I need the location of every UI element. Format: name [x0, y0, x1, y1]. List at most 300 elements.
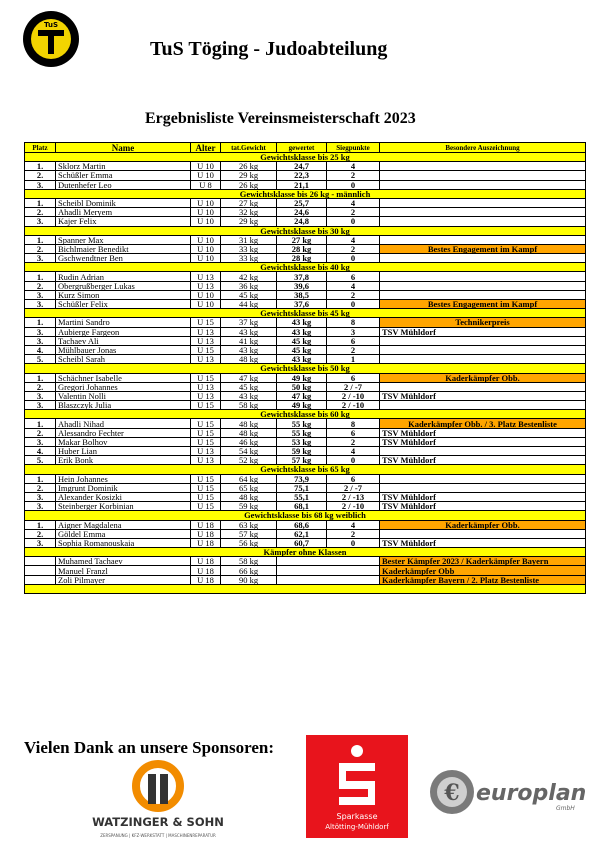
cell-place	[25, 557, 56, 566]
table-row	[25, 281, 586, 290]
cell-weight: 48 kg	[221, 419, 277, 428]
cell-name: Huber Lian	[56, 447, 191, 456]
table-header-row	[25, 143, 586, 153]
svg-text:€: €	[444, 780, 460, 806]
cell-points: 2	[327, 171, 380, 180]
table-row	[25, 566, 586, 575]
cell-age: U 15	[191, 345, 221, 354]
results-table	[24, 142, 586, 594]
table-row	[25, 382, 586, 391]
cell-place: 5.	[25, 456, 56, 465]
cell-weight: 27 kg	[221, 198, 277, 207]
cell-age: U 18	[191, 557, 221, 566]
cell-name: Steinberger Korbinian	[56, 502, 191, 511]
cell-age: U 18	[191, 529, 221, 538]
cell-points: 6	[327, 428, 380, 437]
cell-weight: 31 kg	[221, 235, 277, 244]
cell-award	[380, 254, 586, 263]
cell-age: U 8	[191, 180, 221, 189]
cell-points: 4	[327, 235, 380, 244]
cell-award: Bestes Engagement im Kampf	[380, 244, 586, 253]
cell-place: 1.	[25, 419, 56, 428]
section-title: Gewichtsklasse bis 30 kg	[25, 226, 586, 235]
cell-place: 2.	[25, 208, 56, 217]
cell-place: 2.	[25, 281, 56, 290]
cell-age: U 10	[191, 244, 221, 253]
cell-age: U 15	[191, 401, 221, 410]
section-header-row	[25, 263, 586, 272]
cell-award: Bester Kämpfer 2023 / Kaderkämpfer Bayern	[380, 557, 586, 566]
cell-rated: 37,8	[277, 272, 327, 281]
table-row	[25, 217, 586, 226]
cell-name: Erik Bonk	[56, 456, 191, 465]
sponsor-watzinger-name: WATZINGER & SOHN	[92, 815, 224, 829]
cell-rated: 55,1	[277, 492, 327, 501]
cell-name: Scheibl Dominik	[56, 198, 191, 207]
cell-points: 6	[327, 373, 380, 382]
cell-name: Aubierge Fargeon	[56, 327, 191, 336]
cell-age: U 15	[191, 502, 221, 511]
cell-place: 3.	[25, 502, 56, 511]
cell-award	[380, 198, 586, 207]
table-row	[25, 180, 586, 189]
cell-age: U 10	[191, 290, 221, 299]
cell-rated: 27 kg	[277, 235, 327, 244]
cell-place	[25, 575, 56, 584]
cell-age: U 10	[191, 300, 221, 309]
cell-rated: 57 kg	[277, 456, 327, 465]
table-row	[25, 318, 586, 327]
cell-age: U 13	[191, 382, 221, 391]
cell-points: 0	[327, 180, 380, 189]
cell-points: 2 / -10	[327, 401, 380, 410]
cell-name: Manuel Franzl	[56, 566, 191, 575]
table-row	[25, 428, 586, 437]
cell-place: 3.	[25, 336, 56, 345]
cell-points: 4	[327, 447, 380, 456]
cell-name: Blaszczyk Julia	[56, 401, 191, 410]
page-title: TuS Töging - Judoabteilung	[150, 38, 388, 60]
cell-rated: 38,5	[277, 290, 327, 299]
cell-points: 2 / -7	[327, 483, 380, 492]
table-row	[25, 327, 586, 336]
cell-points: 2	[327, 208, 380, 217]
cell-age: U 10	[191, 162, 221, 171]
tus-logo	[22, 10, 80, 68]
cell-weight: 36 kg	[221, 281, 277, 290]
cell-rated: 55 kg	[277, 428, 327, 437]
logo-text: TuS	[43, 21, 59, 29]
cell-rated	[277, 566, 380, 575]
cell-place: 3.	[25, 290, 56, 299]
cell-age: U 13	[191, 272, 221, 281]
cell-award	[380, 355, 586, 364]
sponsor-sparkasse-logo	[306, 735, 408, 838]
cell-weight: 65 kg	[221, 483, 277, 492]
cell-age: U 15	[191, 428, 221, 437]
cell-rated: 24,7	[277, 162, 327, 171]
cell-name: Spanner Max	[56, 235, 191, 244]
cell-weight: 45 kg	[221, 382, 277, 391]
cell-place: 3.	[25, 300, 56, 309]
cell-place: 2.	[25, 428, 56, 437]
cell-rated: 24,6	[277, 208, 327, 217]
cell-points: 4	[327, 162, 380, 171]
cell-age: U 10	[191, 254, 221, 263]
cell-age: U 10	[191, 171, 221, 180]
cell-place: 3.	[25, 217, 56, 226]
section-header-row	[25, 465, 586, 474]
cell-weight: 32 kg	[221, 208, 277, 217]
sponsor-watzinger-tagline: ZERSPANUNG | KFZ-WERKSTATT | MASCHINENREPARATUR	[100, 833, 216, 838]
cell-weight: 43 kg	[221, 345, 277, 354]
cell-weight: 43 kg	[221, 327, 277, 336]
section-title: Gewichtsklasse bis 65 kg	[25, 465, 586, 474]
cell-award: TSV Mühldorf	[380, 492, 586, 501]
cell-points: 0	[327, 538, 380, 547]
cell-weight: 46 kg	[221, 437, 277, 446]
section-title: Gewichtsklasse bis 68 kg weiblich	[25, 511, 586, 520]
cell-award	[380, 474, 586, 483]
cell-place: 1.	[25, 474, 56, 483]
table-row	[25, 373, 586, 382]
cell-rated: 50 kg	[277, 382, 327, 391]
cell-weight: 48 kg	[221, 492, 277, 501]
table-row	[25, 474, 586, 483]
cell-name: Valentin Nolli	[56, 391, 191, 400]
section-title: Kämpfer ohne Klassen	[25, 548, 586, 557]
cell-rated: 59 kg	[277, 447, 327, 456]
sponsor-sparkasse-line2: Altötting-Mühldorf	[325, 823, 389, 831]
cell-place: 5.	[25, 355, 56, 364]
cell-weight: 29 kg	[221, 171, 277, 180]
cell-age: U 10	[191, 217, 221, 226]
sponsors-title: Vielen Dank an unsere Sponsoren:	[24, 738, 275, 757]
cell-rated: 37,6	[277, 300, 327, 309]
cell-name: Muhamed Tachaev	[56, 557, 191, 566]
cell-rated: 68,1	[277, 502, 327, 511]
cell-award	[380, 272, 586, 281]
cell-award	[380, 208, 586, 217]
cell-points: 2	[327, 437, 380, 446]
cell-points: 2 / -13	[327, 492, 380, 501]
cell-age: U 15	[191, 318, 221, 327]
cell-age: U 13	[191, 391, 221, 400]
cell-award	[380, 171, 586, 180]
cell-award: TSV Mühldorf	[380, 391, 586, 400]
cell-age: U 13	[191, 281, 221, 290]
cell-rated: 28 kg	[277, 244, 327, 253]
cell-age: U 18	[191, 520, 221, 529]
cell-award: TSV Mühldorf	[380, 327, 586, 336]
cell-award: Bestes Engagement im Kampf	[380, 300, 586, 309]
cell-rated: 73,9	[277, 474, 327, 483]
cell-weight: 29 kg	[221, 217, 277, 226]
section-title: Gewichtsklasse bis 26 kg - männlich	[25, 189, 586, 198]
cell-name: Ahadli Meryem	[56, 208, 191, 217]
cell-points: 0	[327, 300, 380, 309]
col-header-place: Platz	[25, 143, 56, 153]
cell-weight: 42 kg	[221, 272, 277, 281]
cell-weight: 64 kg	[221, 474, 277, 483]
cell-name: Schächner Isabelle	[56, 373, 191, 382]
cell-age: U 15	[191, 492, 221, 501]
cell-rated: 75,1	[277, 483, 327, 492]
col-header-award: Besondere Auszeichnung	[380, 143, 586, 153]
cell-place: 1.	[25, 162, 56, 171]
cell-weight: 37 kg	[221, 318, 277, 327]
cell-name: Aigner Magdalena	[56, 520, 191, 529]
cell-place: 3.	[25, 180, 56, 189]
cell-place: 1.	[25, 318, 56, 327]
cell-award	[380, 180, 586, 189]
cell-weight: 33 kg	[221, 244, 277, 253]
cell-points: 2 / -10	[327, 502, 380, 511]
table-row	[25, 272, 586, 281]
cell-award	[380, 281, 586, 290]
cell-points: 6	[327, 336, 380, 345]
cell-rated: 45 kg	[277, 336, 327, 345]
cell-name: Hein Johannes	[56, 474, 191, 483]
section-header-row	[25, 364, 586, 373]
cell-name: Zoli Pilmayer	[56, 575, 191, 584]
cell-age: U 15	[191, 483, 221, 492]
table-row	[25, 557, 586, 566]
cell-rated: 62,1	[277, 529, 327, 538]
cell-points: 2 / -10	[327, 391, 380, 400]
cell-name: Obergrußberger Lukas	[56, 281, 191, 290]
cell-place: 1.	[25, 373, 56, 382]
sponsor-watzinger-logo	[85, 760, 231, 845]
cell-place: 3.	[25, 391, 56, 400]
section-header-row	[25, 226, 586, 235]
cell-place: 3.	[25, 538, 56, 547]
cell-points: 4	[327, 198, 380, 207]
cell-weight: 26 kg	[221, 162, 277, 171]
cell-place: 2.	[25, 171, 56, 180]
cell-place	[25, 566, 56, 575]
cell-place: 4.	[25, 345, 56, 354]
cell-award: Kaderkämpfer Bayern / 2. Platz Bestenliste	[380, 575, 586, 584]
cell-weight: 58 kg	[221, 557, 277, 566]
col-header-points: Siegpunkte	[327, 143, 380, 153]
cell-place: 4.	[25, 447, 56, 456]
cell-rated: 53 kg	[277, 437, 327, 446]
cell-rated: 39,6	[277, 281, 327, 290]
section-header-row	[25, 410, 586, 419]
cell-award: Kaderkämpfer Obb	[380, 566, 586, 575]
cell-points: 2	[327, 244, 380, 253]
cell-award: Kaderkämpfer Obb.	[380, 373, 586, 382]
cell-age: U 13	[191, 327, 221, 336]
table-row	[25, 419, 586, 428]
cell-place: 3.	[25, 327, 56, 336]
cell-award	[380, 217, 586, 226]
cell-rated: 55 kg	[277, 419, 327, 428]
cell-age: U 18	[191, 538, 221, 547]
cell-place: 3.	[25, 492, 56, 501]
cell-name: Göldel Emma	[56, 529, 191, 538]
col-header-weight: tat.Gewicht	[221, 143, 277, 153]
cell-rated: 22,3	[277, 171, 327, 180]
sponsor-europlan-suffix: GmbH	[556, 805, 575, 812]
cell-name: Alexander Kosizki	[56, 492, 191, 501]
cell-points: 2	[327, 290, 380, 299]
cell-rated: 68,6	[277, 520, 327, 529]
cell-place: 1.	[25, 235, 56, 244]
cell-name: Kurz Simon	[56, 290, 191, 299]
cell-name: Rudin Adrian	[56, 272, 191, 281]
cell-age: U 13	[191, 355, 221, 364]
cell-age: U 13	[191, 447, 221, 456]
cell-points: 3	[327, 327, 380, 336]
page-subtitle: Ergebnisliste Vereinsmeisterschaft 2023	[145, 110, 416, 127]
table-row	[25, 235, 586, 244]
table-footer-row	[25, 584, 586, 593]
cell-points: 4	[327, 520, 380, 529]
cell-age: U 15	[191, 373, 221, 382]
cell-weight: 59 kg	[221, 502, 277, 511]
cell-points: 6	[327, 474, 380, 483]
cell-name: Gregori Johannes	[56, 382, 191, 391]
cell-rated: 49 kg	[277, 401, 327, 410]
col-header-name: Name	[56, 143, 191, 153]
cell-place: 2.	[25, 244, 56, 253]
section-title: Gewichtsklasse bis 45 kg	[25, 309, 586, 318]
table-row	[25, 529, 586, 538]
cell-rated: 60,7	[277, 538, 327, 547]
sponsor-europlan-name: europlan	[476, 781, 587, 806]
sponsor-europlan-logo	[424, 762, 587, 820]
cell-points: 2	[327, 529, 380, 538]
cell-weight: 58 kg	[221, 401, 277, 410]
cell-age: U 15	[191, 474, 221, 483]
table-row	[25, 171, 586, 180]
cell-award: TSV Mühldorf	[380, 456, 586, 465]
cell-weight: 41 kg	[221, 336, 277, 345]
section-header-row	[25, 511, 586, 520]
cell-award	[380, 336, 586, 345]
cell-rated: 43 kg	[277, 355, 327, 364]
cell-age: U 13	[191, 336, 221, 345]
cell-place: 3.	[25, 254, 56, 263]
cell-points: 1	[327, 355, 380, 364]
cell-place: 2.	[25, 483, 56, 492]
cell-name: Kajer Felix	[56, 217, 191, 226]
cell-age: U 18	[191, 575, 221, 584]
table-footer	[25, 584, 586, 593]
cell-place: 2.	[25, 529, 56, 538]
cell-points: 0	[327, 254, 380, 263]
cell-rated: 43 kg	[277, 318, 327, 327]
cell-award: TSV Mühldorf	[380, 538, 586, 547]
col-header-age: Alter	[191, 143, 221, 153]
section-title: Gewichtsklasse bis 50 kg	[25, 364, 586, 373]
cell-name: Schüßler Emma	[56, 171, 191, 180]
cell-name: Gschwendtner Ben	[56, 254, 191, 263]
cell-weight: 90 kg	[221, 575, 277, 584]
cell-points: 8	[327, 419, 380, 428]
cell-rated	[277, 575, 380, 584]
cell-award	[380, 529, 586, 538]
cell-points: 0	[327, 456, 380, 465]
cell-weight: 52 kg	[221, 456, 277, 465]
cell-rated: 25,7	[277, 198, 327, 207]
cell-name: Makar Bolhov	[56, 437, 191, 446]
table-row	[25, 575, 586, 584]
section-title: Gewichtsklasse bis 40 kg	[25, 263, 586, 272]
cell-name: Schüßler Felix	[56, 300, 191, 309]
cell-weight: 66 kg	[221, 566, 277, 575]
cell-age: U 10	[191, 208, 221, 217]
cell-rated: 21,1	[277, 180, 327, 189]
cell-age: U 18	[191, 566, 221, 575]
cell-name: Martini Sandro	[56, 318, 191, 327]
cell-rated: 24,8	[277, 217, 327, 226]
cell-name: Dutenhefer Leo	[56, 180, 191, 189]
cell-points: 6	[327, 272, 380, 281]
section-title: Gewichtsklasse bis 25 kg	[25, 153, 586, 162]
cell-age: U 15	[191, 419, 221, 428]
cell-points: 8	[327, 318, 380, 327]
cell-award	[380, 162, 586, 171]
cell-age: U 15	[191, 437, 221, 446]
cell-name: Tachaev Ali	[56, 336, 191, 345]
cell-name: Mühlbauer Jonas	[56, 345, 191, 354]
cell-weight: 63 kg	[221, 520, 277, 529]
table-row	[25, 520, 586, 529]
cell-award: TSV Mühldorf	[380, 428, 586, 437]
cell-award: Kaderkämpfer Obb.	[380, 520, 586, 529]
cell-points: 2 / -7	[327, 382, 380, 391]
cell-rated: 43 kg	[277, 327, 327, 336]
cell-award	[380, 345, 586, 354]
cell-name: Sophia Romanouskaia	[56, 538, 191, 547]
cell-place: 3.	[25, 437, 56, 446]
cell-place: 1.	[25, 272, 56, 281]
cell-name: Ahadli Nihad	[56, 419, 191, 428]
cell-place: 2.	[25, 382, 56, 391]
cell-weight: 47 kg	[221, 373, 277, 382]
cell-rated	[277, 557, 380, 566]
cell-age: U 10	[191, 235, 221, 244]
cell-award: TSV Mühldorf	[380, 502, 586, 511]
cell-name: Alessandro Fechter	[56, 428, 191, 437]
cell-rated: 45 kg	[277, 345, 327, 354]
sponsor-sparkasse-line1: Sparkasse	[336, 812, 378, 821]
cell-name: Sklorz Martin	[56, 162, 191, 171]
cell-points: 0	[327, 217, 380, 226]
cell-weight: 57 kg	[221, 529, 277, 538]
cell-rated: 28 kg	[277, 254, 327, 263]
cell-award: TSV Mühldorf	[380, 437, 586, 446]
cell-points: 4	[327, 281, 380, 290]
cell-name: Bichlmaier Benedikt	[56, 244, 191, 253]
cell-place: 3.	[25, 401, 56, 410]
section-title: Gewichtsklasse bis 60 kg	[25, 410, 586, 419]
cell-name: Imgrunt Dominik	[56, 483, 191, 492]
cell-award	[380, 401, 586, 410]
cell-age: U 13	[191, 456, 221, 465]
cell-weight: 43 kg	[221, 391, 277, 400]
cell-rated: 49 kg	[277, 373, 327, 382]
cell-name: Scheibl Sarah	[56, 355, 191, 364]
col-header-rated: gewertet	[277, 143, 327, 153]
cell-weight: 48 kg	[221, 355, 277, 364]
cell-place: 1.	[25, 198, 56, 207]
cell-weight: 48 kg	[221, 428, 277, 437]
cell-weight: 54 kg	[221, 447, 277, 456]
